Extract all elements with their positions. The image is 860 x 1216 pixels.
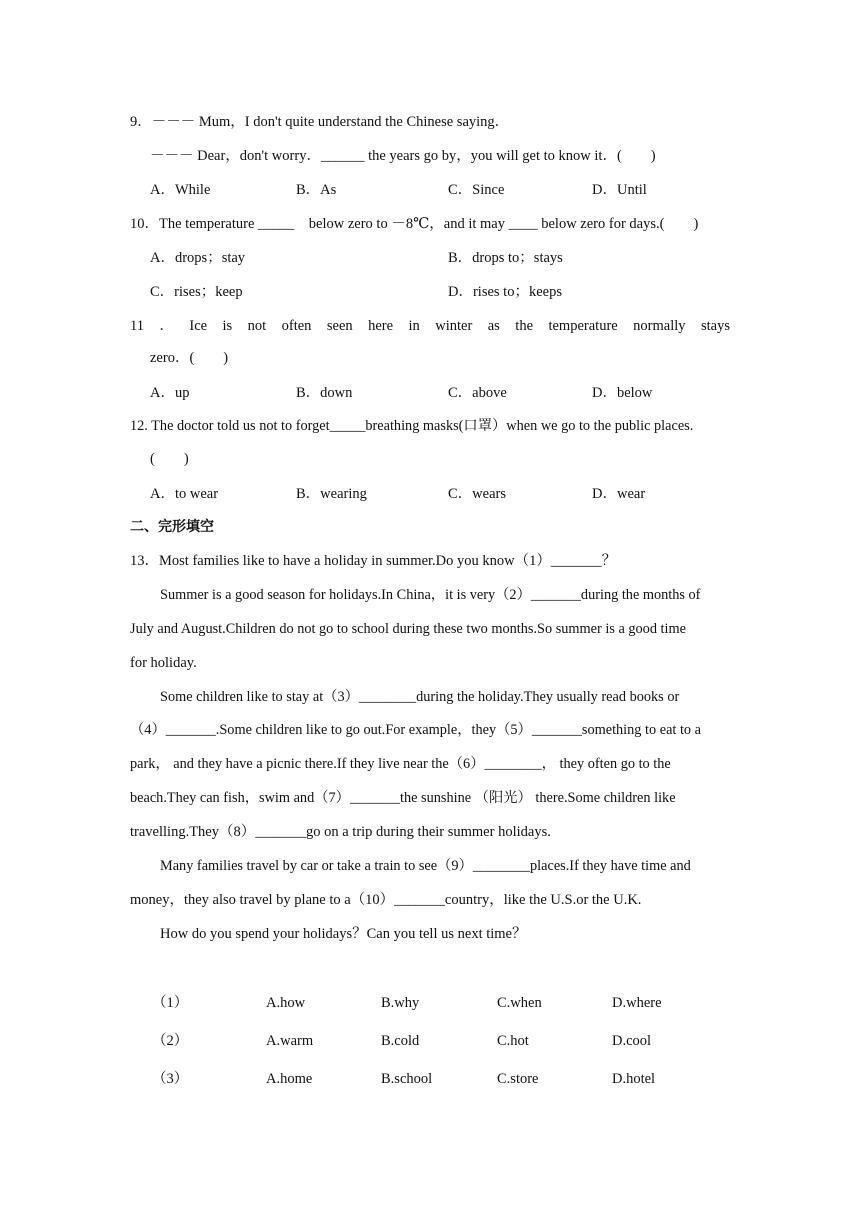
- q11-word: winter: [435, 318, 473, 334]
- q13-paragraph-line: beach.They can fish，swim and（7）_______the sunshine （阳光） there.Some children like: [130, 790, 676, 806]
- q11-word: seen: [326, 318, 353, 334]
- q11-word: temperature: [548, 318, 618, 334]
- q13-paragraph-line: Summer is a good season for holidays.In China，it is very（2）_______during the months of: [160, 587, 701, 603]
- q12-stem: 12. The doctor told us not to forget_____breathing masks(口罩）when we go to the public places.: [130, 418, 694, 434]
- answer-number: （1）: [152, 995, 189, 1011]
- q11-stem-2: zero．( ): [150, 350, 229, 366]
- q13-paragraph-line: July and August.Children do not go to school during these two months.So summer is a good time: [130, 621, 686, 637]
- answer-option-d: D.hotel: [612, 1071, 656, 1087]
- q9-option-a: A．While: [150, 182, 211, 198]
- q11-stem-words: [130, 316, 730, 336]
- q12-option-c: C．wears: [448, 486, 506, 502]
- q11-word: often: [281, 318, 312, 334]
- q13-paragraph-line: travelling.They（8）_______go on a trip during their summer holidays.: [130, 824, 551, 840]
- q13-paragraph-line: money，they also travel by plane to a（10）_______country，like the U.S.or the U.K.: [130, 892, 642, 908]
- q11-word: ．: [159, 318, 174, 334]
- answer-option-d: D.where: [612, 995, 662, 1011]
- q13-paragraph-line: Many families travel by car or take a train to see（9）________places.If they have time and: [160, 858, 691, 874]
- q13-paragraph-line: park， and they have a picnic there.If they live near the（6）________， they often go to the: [130, 756, 671, 772]
- answer-option-b: B.cold: [381, 1033, 420, 1049]
- q9-option-d: D．Until: [592, 182, 647, 198]
- q11-word: as: [487, 318, 500, 334]
- q11-option-d: D．below: [592, 385, 653, 401]
- q11-word: Ice: [189, 318, 208, 334]
- answer-option-b: B.school: [381, 1071, 433, 1087]
- q10-option-a: A．drops；stay: [150, 250, 246, 266]
- q11-word: normally: [633, 318, 686, 334]
- answer-number: （2）: [152, 1033, 189, 1049]
- q13-paragraph-line: Some children like to stay at（3）________during the holiday.They usually read books or: [160, 689, 680, 705]
- q11-option-c: C．above: [448, 385, 507, 401]
- q11-word: stays: [700, 318, 730, 334]
- q13-intro: 13．Most families like to have a holiday in summer.Do you know（1）_______？: [130, 553, 617, 569]
- q11-word: the: [515, 318, 534, 334]
- q11-word: 11: [130, 318, 144, 334]
- q11-stem: [130, 316, 730, 336]
- q11-option-b: B．down: [296, 385, 353, 401]
- answer-option-c: C.hot: [497, 1033, 529, 1049]
- q12-option-a: A．to wear: [150, 486, 219, 502]
- q11-word: here: [368, 318, 394, 334]
- answer-option-b: B.why: [381, 995, 420, 1011]
- section-title: 二、完形填空: [130, 519, 214, 535]
- q10-option-d: D．rises to；keeps: [448, 284, 562, 300]
- q10-stem: 10．The temperature _____ below zero to －8℃，and it may ____ below zero for days.( ): [130, 216, 699, 232]
- q11-word: in: [408, 318, 420, 334]
- q11-option-a: A．up: [150, 385, 190, 401]
- answer-option-a: A.home: [266, 1071, 313, 1087]
- q10-option-b: B．drops to；stays: [448, 250, 563, 266]
- q10-option-c: C．rises；keep: [150, 284, 243, 300]
- q11-word: is: [222, 318, 233, 334]
- answer-option-c: C.store: [497, 1071, 539, 1087]
- q13-paragraph-line: （4）_______.Some children like to go out.For example，they（5）_______something to eat to a: [130, 722, 702, 738]
- q12-stem-2: ( ): [150, 451, 189, 467]
- q9-option-c: C．Since: [448, 182, 505, 198]
- q13-paragraph-line: for holiday.: [130, 655, 197, 671]
- q13-paragraph-line: How do you spend your holidays？Can you tell us next time？: [160, 926, 527, 942]
- q9-option-b: B．As: [296, 182, 337, 198]
- answer-option-a: A.how: [266, 995, 306, 1011]
- q11-word: not: [247, 318, 267, 334]
- answer-option-c: C.when: [497, 995, 542, 1011]
- answer-option-d: D.cool: [612, 1033, 652, 1049]
- q9-stem: 9．－－－ Mum，I don't quite understand the Chinese saying．: [130, 114, 510, 130]
- q12-option-b: B．wearing: [296, 486, 367, 502]
- q9-stem-2: －－－ Dear，don't worry．______ the years go by，you will get to know it．( ): [150, 148, 656, 164]
- q12-option-d: D．wear: [592, 486, 646, 502]
- answer-number: （3）: [152, 1071, 189, 1087]
- answer-option-a: A.warm: [266, 1033, 314, 1049]
